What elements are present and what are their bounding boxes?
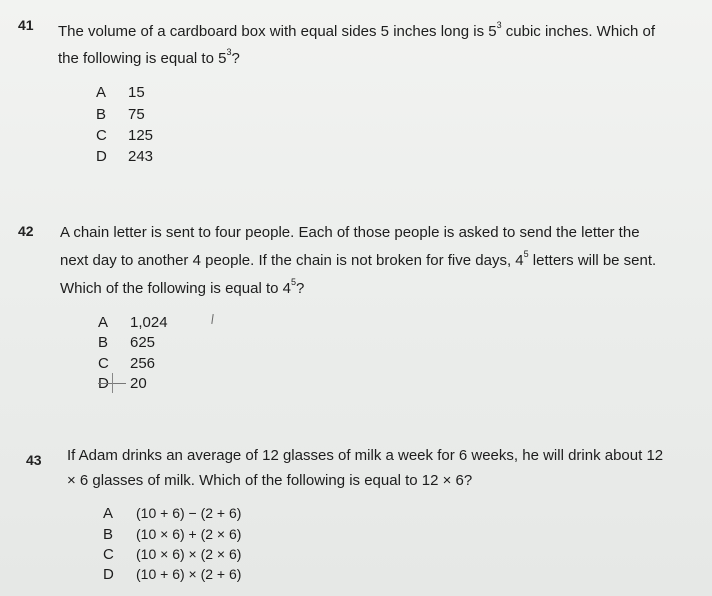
question-42-text-line-2 <box>60 251 656 269</box>
q42-choice-b-letter[interactable]: B <box>98 334 109 351</box>
q42-choice-d-value[interactable]: 20 <box>130 375 147 392</box>
q41-choice-d-value[interactable]: 243 <box>128 148 154 165</box>
q41-choice-b-value[interactable]: 75 <box>128 106 145 123</box>
q43-choice-c-value[interactable]: (10 × 6) × (2 × 6) <box>136 546 242 562</box>
question-43-number: 43 <box>26 452 42 468</box>
q42-line3-text: Which of the following is equal to 4 <box>60 280 291 297</box>
q41-line2-exponent: 3 <box>226 47 232 57</box>
q41-choice-c-letter[interactable]: C <box>96 127 107 144</box>
q42-choice-a-letter[interactable]: A <box>98 314 109 331</box>
question-42-text-line-3 <box>60 279 304 297</box>
q42-line2-text: next day to another 4 people. If the chain is not broken for five days, 4 <box>60 252 524 269</box>
q41-line2-tail: ? <box>231 50 240 67</box>
q43-line2-text: × 6 glasses of milk. Which of the following is equal to 12 × 6? <box>67 472 473 489</box>
question-42-text-line-1 <box>60 224 640 241</box>
q43-choice-d-letter[interactable]: D <box>103 566 114 583</box>
q41-line1-exponent: 3 <box>496 20 502 30</box>
question-41-text-line-2 <box>58 49 240 67</box>
q42-choice-a-value[interactable]: 1,024 <box>130 314 168 331</box>
q42-choice-c-letter[interactable]: C <box>98 355 109 372</box>
q41-line1-text: The volume of a cardboard box with equal sides 5 inches long is 5 <box>58 23 497 40</box>
q41-choice-c-value[interactable]: 125 <box>128 127 154 144</box>
question-43-text-line-2 <box>67 472 472 489</box>
q42-line3-exponent: 5 <box>290 277 296 287</box>
q42-line1-text: A chain letter is sent to four people. Each of those people is asked to send the letter the <box>60 224 640 241</box>
question-41-number: 41 <box>18 17 34 33</box>
q42-line2-exponent: 5 <box>523 249 529 259</box>
q43-choice-b-letter[interactable]: B <box>103 526 114 543</box>
q42-choice-c-value[interactable]: 256 <box>130 355 156 372</box>
question-43-text-line-1 <box>67 447 663 464</box>
q41-choice-a-letter[interactable]: A <box>96 84 107 101</box>
q42-choice-b-value[interactable]: 625 <box>130 334 156 351</box>
q42-line2-tail: letters will be sent. <box>528 252 657 269</box>
pencil-tick-mark <box>211 314 213 324</box>
q41-choice-a-value[interactable]: 15 <box>128 84 145 101</box>
q41-line2-text: the following is equal to 5 <box>58 50 227 67</box>
q43-choice-c-letter[interactable]: C <box>103 546 114 563</box>
q43-line1-text: If Adam drinks an average of 12 glasses of milk a week for 6 weeks, he will drink about 12 <box>67 447 664 464</box>
question-42-number: 42 <box>18 223 34 239</box>
q43-choice-a-letter[interactable]: A <box>103 505 114 522</box>
question-41-text-line-1 <box>58 22 655 40</box>
q41-line1-tail: cubic inches. Which of <box>501 23 656 40</box>
pencil-vertical-mark <box>112 373 113 393</box>
q42-line3-tail: ? <box>295 280 305 297</box>
q41-choice-b-letter[interactable]: B <box>96 106 107 123</box>
q41-choice-d-letter[interactable]: D <box>96 148 107 165</box>
q43-choice-d-value[interactable]: (10 + 6) × (2 + 6) <box>136 566 242 582</box>
q43-choice-a-value[interactable]: (10 + 6) − (2 + 6) <box>136 505 242 521</box>
q43-choice-b-value[interactable]: (10 × 6) + (2 × 6) <box>136 526 242 542</box>
